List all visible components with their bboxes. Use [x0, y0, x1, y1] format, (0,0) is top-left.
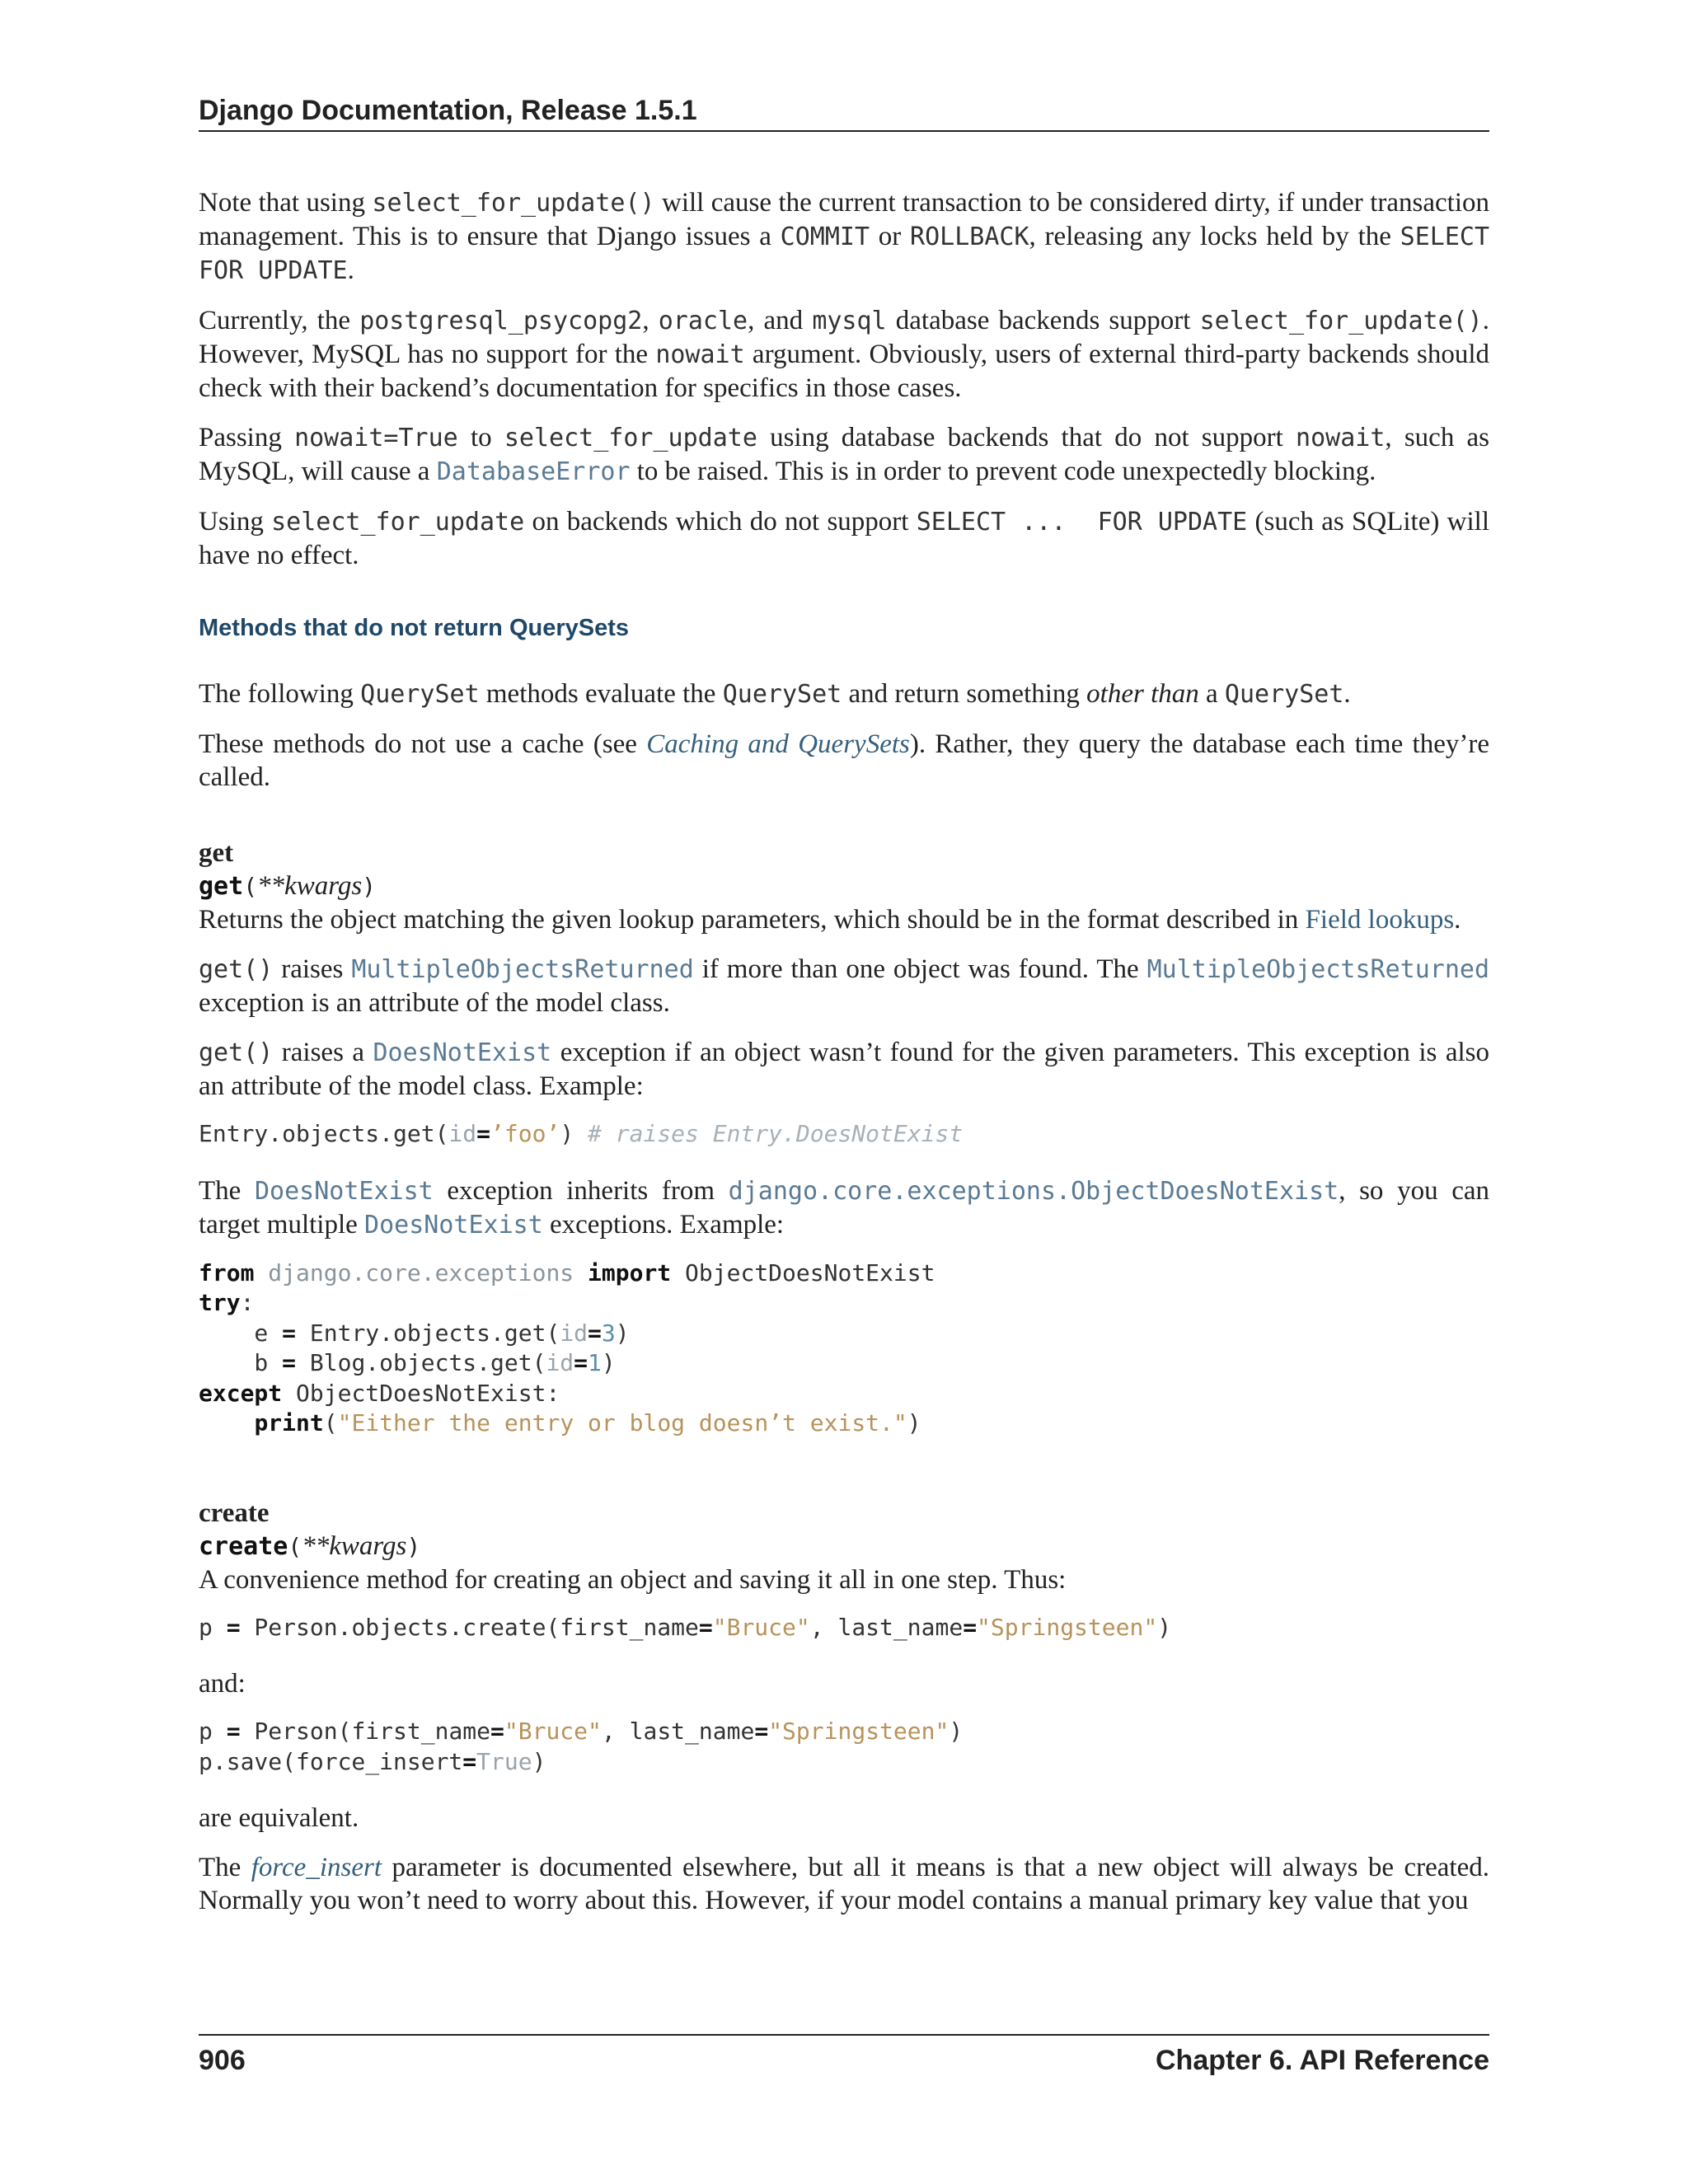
caching-querysets-link[interactable]: Caching and QuerySets: [646, 729, 910, 759]
multiple-objects-returned-link-2[interactable]: MultipleObjectsReturned: [1146, 955, 1490, 984]
force-insert-paragraph: The force_insert parameter is documented elsewhere, but all it means is that a new object will always be created. Normally you won’t need to worry about this. However, if your model contains a manual primary key value that you: [199, 1853, 1489, 1915]
get-multiple-objects-paragraph: get() raises MultipleObjectsReturned if more than one object was found. The MultipleObjectsReturned exception is an attribute of the model class.: [199, 954, 1490, 1018]
paragraph-select-for-update-note: Note that using select_for_update() will cause the current transaction to be considered dirty, if under transaction management. This is to ensure that Django issues a COMMIT or ROLLBACK, releasing any locks held by the SELECT FOR UPDATE.: [199, 188, 1490, 285]
get-does-not-exist-paragraph: get() raises a DoesNotExist exception if an object wasn’t found for the given parameters. This exception is also an attribute of the model class. Example:: [199, 1038, 1489, 1101]
paragraph-following-methods: The following QuerySet methods evaluate the QuerySet and return something other than a QuerySet.: [199, 679, 1351, 709]
create-heading: create: [199, 1497, 270, 1528]
force-insert-link[interactable]: force_insert: [251, 1853, 382, 1882]
code-block-save: p = Person(first_name="Bruce", last_name="Springsteen") p.save(force_insert=True): [199, 1718, 964, 1775]
section-heading: Methods that do not return QuerySets: [199, 615, 630, 641]
get-description: Returns the object matching the given lookup parameters, which should be in the format described in Field lookups.: [199, 905, 1461, 935]
code-block-create: p = Person.objects.create(first_name="Bruce", last_name="Springsteen"): [199, 1613, 1172, 1641]
page-content: [199, 186, 1489, 1933]
code-block-get-example: Entry.objects.get(id=’foo’) # raises Entry.DoesNotExist: [199, 1120, 964, 1147]
create-equivalent-text: are equivalent.: [199, 1803, 359, 1833]
multiple-objects-returned-link[interactable]: MultipleObjectsReturned: [351, 955, 694, 984]
does-not-exist-link[interactable]: DoesNotExist: [373, 1038, 552, 1067]
create-description: A convenience method for creating an object and saving it all in one step. Thus:: [199, 1564, 1067, 1595]
database-error-link[interactable]: DatabaseError: [436, 457, 631, 486]
get-inherits-paragraph: The DoesNotExist exception inherits from django.core.exceptions.ObjectDoesNotExist, so you can target multiple DoesNotExist exceptions. Example:: [199, 1175, 1489, 1240]
create-signature: create(**kwargs): [199, 1530, 421, 1561]
get-heading: get: [199, 838, 234, 868]
object-does-not-exist-link[interactable]: django.core.exceptions.ObjectDoesNotExist: [728, 1176, 1339, 1206]
create-and-text: and:: [199, 1669, 246, 1699]
field-lookups-link[interactable]: Field lookups: [1305, 905, 1455, 935]
paragraph-nowait: Passing nowait=True to select_for_update using database backends that do not support nowait, such as MySQL, will cause a DatabaseError to be raised. This is in order to prevent code unexpectedly blocking.: [199, 423, 1490, 486]
does-not-exist-link-2[interactable]: DoesNotExist: [254, 1176, 434, 1206]
paragraph-sqlite: Using select_for_update on backends which do not support SELECT ... FOR UPDATE (such as SQLite) will have no effect.: [199, 507, 1489, 570]
document-page: [199, 0, 1489, 2184]
does-not-exist-link-3[interactable]: DoesNotExist: [364, 1210, 543, 1240]
code-block-try-except: from django.core.exceptions import ObjectDoesNotExist try: e = Entry.objects.get(id=3) b = Blog.objects.get(id=1) except ObjectDoesNotExist: print("Either the entry or blog doesn’t exist."): [199, 1258, 935, 1436]
header-title: Django Documentation, Release 1.5.1: [199, 95, 697, 126]
paragraph-backends-support: Currently, the postgresql_psycopg2, oracle, and mysql database backends support select_for_update(). However, MySQL has no support for the nowait argument. Obviously, users of external third-party backends should check with their backend’s documentation for specifics in those cases.: [199, 306, 1489, 403]
paragraph-no-cache: These methods do not use a cache (see Caching and QuerySets). Rather, they query the database each time they’re called.: [199, 729, 1490, 792]
page-header: [199, 91, 1489, 132]
chapter-title: Chapter 6. API Reference: [1156, 2045, 1489, 2076]
page-footer: [199, 2034, 1489, 2076]
page-number: 906: [199, 2045, 246, 2076]
get-signature: get(**kwargs): [199, 871, 377, 901]
